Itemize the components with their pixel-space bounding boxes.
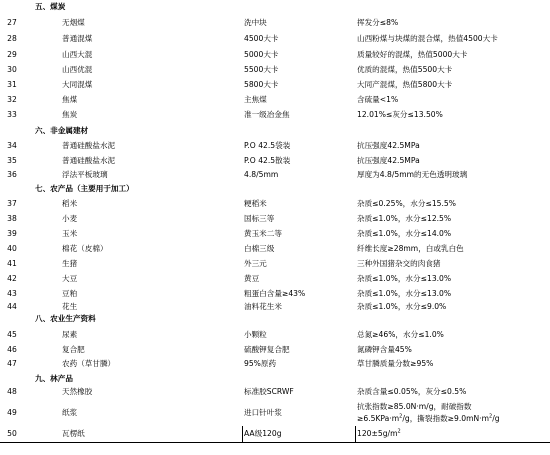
quality-standard: 杂质≤1.0%，水分≤12.5% xyxy=(357,214,452,223)
product-name: 普通硅酸盐水泥 xyxy=(62,141,116,150)
row-number: 30 xyxy=(7,65,17,74)
quality-standard: 三种外国猪杂交的肉食猪 xyxy=(357,259,441,268)
product-spec: 95%原药 xyxy=(244,359,277,368)
section-title: 七、农产品（主要用于加工） xyxy=(35,184,134,193)
row-number: 39 xyxy=(7,229,17,238)
product-name: 普通硅酸盐水泥 xyxy=(62,156,116,165)
product-spec: 硫酸钾复合肥 xyxy=(244,345,290,354)
quality-standard: 杂质≤1.0%，水分≤14.0% xyxy=(357,229,452,238)
row-number: 45 xyxy=(7,330,17,339)
row-number: 48 xyxy=(7,387,17,396)
row-number: 36 xyxy=(7,170,17,179)
product-name: 浮法平板玻璃 xyxy=(62,170,108,179)
product-spec: 粗蛋白含量≥43% xyxy=(244,289,306,298)
product-name: 尿素 xyxy=(62,330,78,339)
product-spec: 黄玉米二等 xyxy=(244,229,282,238)
product-spec: 主焦煤 xyxy=(244,95,267,104)
product-name: 焦炭 xyxy=(62,110,78,119)
quality-standard: 杂质≤1.0%，水分≤13.0% xyxy=(357,274,452,283)
row-number: 40 xyxy=(7,244,17,253)
row-number: 33 xyxy=(7,110,17,119)
product-spec: AA级120g xyxy=(244,429,282,438)
column-divider xyxy=(355,426,356,442)
product-spec: 黄豆 xyxy=(244,274,260,283)
product-spec: 4500大卡 xyxy=(244,34,279,43)
row-number: 29 xyxy=(7,50,17,59)
row-number: 41 xyxy=(7,259,17,268)
product-name: 大豆 xyxy=(62,274,78,283)
product-name: 生猪 xyxy=(62,259,78,268)
product-spec: 进口针叶浆 xyxy=(244,408,282,417)
product-name: 玉米 xyxy=(62,229,78,238)
product-spec: 洗中块 xyxy=(244,18,267,27)
product-spec: P.O 42.5袋装 xyxy=(244,141,291,150)
quality-standard: 厚度为4.8/5mm的无色透明玻璃 xyxy=(357,170,468,179)
row-number: 27 xyxy=(7,18,17,27)
quality-standard: 杂质含量≤0.05%，灰分≤0.5% xyxy=(357,387,467,396)
product-spec: 油料花生米 xyxy=(244,302,282,311)
quality-standard: 总氮≥46%，水分≤1.0% xyxy=(357,330,444,339)
row-number: 34 xyxy=(7,141,17,150)
product-name: 瓦楞纸 xyxy=(62,429,85,438)
product-spec: 外三元 xyxy=(244,259,267,268)
row-number: 38 xyxy=(7,214,17,223)
product-name: 山西优混 xyxy=(62,65,93,74)
quality-standard: 12.01%≤灰分≤13.50% xyxy=(357,110,443,119)
product-name: 天然橡胶 xyxy=(62,387,93,396)
product-spec: 白棉三级 xyxy=(244,244,275,253)
product-name: 纸浆 xyxy=(62,408,78,417)
quality-standard: 含硫量<1% xyxy=(357,95,399,104)
product-name: 大同混煤 xyxy=(62,80,93,89)
section-title: 六、非金属建材 xyxy=(35,126,89,135)
product-spec: 准一级冶金焦 xyxy=(244,110,290,119)
product-name: 小麦 xyxy=(62,214,78,223)
product-spec: 5800大卡 xyxy=(244,80,279,89)
quality-standard-line-2: $\ge 6.5KPa\cdot m^2/g$，撕裂指数$\ge 9.0mN\cdot m^2/g$ xyxy=(357,413,500,423)
product-name: 普通混煤 xyxy=(62,34,93,43)
product-spec: 粳稻米 xyxy=(244,199,267,208)
quality-standard: 抗压强度42.5MPa xyxy=(357,156,420,165)
row-number: 50 xyxy=(7,429,17,438)
row-number: 32 xyxy=(7,95,17,104)
product-name: 无烟煤 xyxy=(62,18,85,27)
quality-standard: 大同产混煤，热值5800大卡 xyxy=(357,80,453,89)
product-name: 复合肥 xyxy=(62,345,85,354)
row-number: 49 xyxy=(7,408,17,417)
table-row xyxy=(0,402,550,426)
section-title: 九、林产品 xyxy=(35,374,73,383)
product-spec: 小颗粒 xyxy=(244,330,267,339)
quality-standard: 挥发分≤8% xyxy=(357,18,399,27)
product-spec: 5500大卡 xyxy=(244,65,279,74)
section-title: 八、农业生产资料 xyxy=(35,314,96,323)
row-number: 44 xyxy=(7,302,17,311)
product-name: 棉花（皮棉） xyxy=(62,244,108,253)
quality-standard: 抗张指数≥85.0N·m/g，耐破指数 xyxy=(357,402,472,411)
section-title: 五、煤炭 xyxy=(35,2,66,11)
quality-standard: 质量较好的混煤，热值5000大卡 xyxy=(357,50,468,59)
product-name: 焦煤 xyxy=(62,95,78,104)
row-number: 42 xyxy=(7,274,17,283)
product-name: 豆粕 xyxy=(62,289,78,298)
product-name: 稻米 xyxy=(62,199,78,208)
row-number: 47 xyxy=(7,359,17,368)
row-number: 31 xyxy=(7,80,17,89)
quality-standard: 氮磷钾含量45% xyxy=(357,345,412,354)
quality-standard: 山西粉煤与块煤的混合煤，热值4500大卡 xyxy=(357,34,498,43)
product-spec: 4.8/5mm xyxy=(244,170,279,179)
quality-standard: 纤维长度≥28mm，白或乳白色 xyxy=(357,244,464,253)
product-spec: P.O 42.5散装 xyxy=(244,156,291,165)
quality-standard: 优质的混煤，热值5500大卡 xyxy=(357,65,453,74)
quality-standard: $120\pm 5g/m^2$ xyxy=(357,428,401,438)
row-number: 28 xyxy=(7,34,17,43)
quality-standard: 杂质≤1.0%，水分≤13.0% xyxy=(357,289,452,298)
table-bottom-border xyxy=(0,442,550,443)
product-spec: 国标三等 xyxy=(244,214,275,223)
product-name: 山西大混 xyxy=(62,50,93,59)
row-number: 43 xyxy=(7,289,17,298)
product-name: 农药（草甘膦） xyxy=(62,359,116,368)
quality-standard: 杂质≤0.25%，水分≤15.5% xyxy=(357,199,456,208)
product-spec: 标准胶SCRWF xyxy=(244,387,294,396)
quality-standard: 杂质≤1.0%，水分≤9.0% xyxy=(357,302,447,311)
row-number: 37 xyxy=(7,199,17,208)
row-number: 35 xyxy=(7,156,17,165)
product-spec: 5000大卡 xyxy=(244,50,279,59)
quality-standard: 抗压强度42.5MPa xyxy=(357,141,420,150)
row-number: 46 xyxy=(7,345,17,354)
quality-standard: 草甘膦质量分数≥95% xyxy=(357,359,434,368)
column-divider xyxy=(242,426,243,442)
product-name: 花生 xyxy=(62,302,78,311)
